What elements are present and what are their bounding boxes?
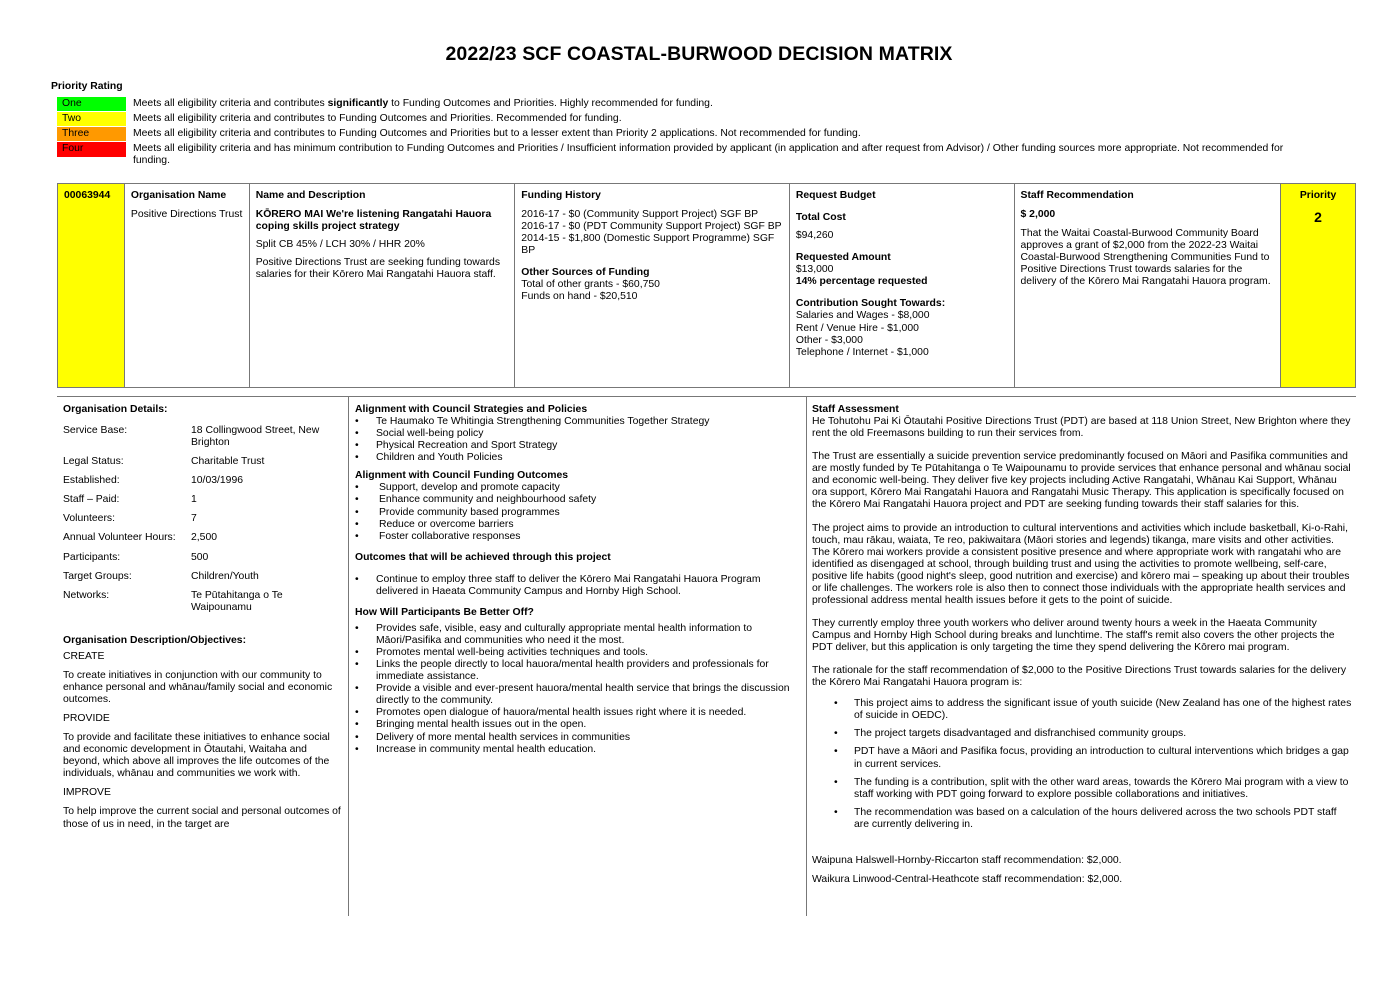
strategies-heading: Alignment with Council Strategies and Policies — [355, 404, 588, 415]
detail-key: Participants: — [63, 551, 121, 563]
name-description-cell — [250, 184, 516, 387]
priority-description: Meets all eligibility criteria and contributes to Funding Outcomes and Priorities but to a lesser extent than Priority 2 applications. Not recommended for funding. — [133, 128, 861, 139]
list-item: • The funding is a contribution, split with the other ward areas, towards the Kōrero Mai program with a view to staff working with PDT going forward to explore possible collaborations and initiatives. — [812, 777, 1352, 801]
detail-key: Service Base: — [63, 425, 128, 437]
list-item: • Links the people directly to local hauora/mental health providers and professionals for immediate assistance. — [355, 659, 800, 683]
objective-text: To help improve the current social and personal outcomes of those of us in need, in the target are — [63, 806, 341, 830]
alignment-column — [355, 404, 800, 756]
detail-key: Annual Volunteer Hours: — [63, 532, 176, 544]
staff-recommendation-amount: $ 2,000 — [1020, 209, 1056, 221]
list-item: • Provides safe, visible, easy and culturally appropriate mental health information to Māori/Pasifika and communities who need it the most. — [355, 623, 800, 647]
funding-outcomes-list — [355, 482, 800, 542]
assessment-paragraph: The Trust are essentially a suicide prevention service predominantly focused on Māori and Pasifika communities and are mostly funded by Te Pūtahitanga o Te Waipounamu to provide services that enhance personal and whānau social and economic well-being. They deliver five key projects including Active Rangatahi, Whānau Kai Support, Whānau ora support, Kōrero Mai Rangatahi Hauora and Rangatahi Music Therapy. This application is specifically focused on the Kōrero Mai Rangatahi Hauora project and PDT are seeking funding towards their staff salaries for this. — [812, 451, 1351, 511]
organisation-details-column — [63, 404, 343, 831]
priority-swatch-one: One — [57, 97, 126, 112]
staff-recommendation-text: That the Waitai Coastal-Burwood Community Board approves a grant of $2,000 from the 2022-23 Waitai Coastal-Burwood Strengthening Communities Fund to Positive Directions Trust towards salaries for the delivery of the Kōrero Mai Rangatahi Hauora program. — [1020, 228, 1271, 288]
priority-level-four — [57, 142, 1317, 167]
staff-recommendation-header: Staff Recommendation — [1020, 190, 1134, 201]
list-item: • Continue to employ three staff to deliver the Kōrero Mai Rangatahi Hauora Program delivered in Haeata Community Campus and Hornby High School. — [355, 574, 800, 598]
total-cost-label: Total Cost — [795, 212, 846, 224]
objective-label: PROVIDE — [63, 713, 110, 725]
list-item: • Provide a visible and ever-present hauora/mental health service that brings the discussion directly to the community. — [355, 683, 800, 707]
better-off-list — [355, 623, 800, 756]
priority-level-two — [57, 112, 1317, 127]
funding-split: Split CB 45% / LCH 30% / HHR 20% — [255, 239, 425, 251]
funding-history-item: 2016-17 - $0 (Community Support Project) SGF BP — [521, 209, 759, 221]
organisation-cell — [125, 184, 250, 387]
funding-history-item: 2016-17 - $0 (PDT Community Support Project) SGF BP — [521, 221, 782, 233]
detail-key: Established: — [63, 475, 120, 487]
priority-value: 2 — [1314, 209, 1322, 226]
objective-label: CREATE — [63, 650, 105, 662]
other-source-item: Total of other grants - $60,750 — [521, 279, 660, 291]
list-item: • Provide community based programmes — [355, 507, 800, 519]
column-divider — [348, 396, 349, 916]
detail-value: Children/Youth — [191, 570, 259, 582]
list-item: • The project targets disadvantaged and disfranchised community groups. — [812, 728, 1352, 740]
list-item: • Physical Recreation and Sport Strategy — [355, 440, 800, 452]
priority-description: Meets all eligibility criteria and has minimum contribution to Funding Outcomes and Priorities / Insufficient information provided by applicant (in application and after request from Advisor) / Other funding sources more appropriate. Not recommended for funding. — [133, 143, 1284, 167]
funding-history-cell — [515, 184, 790, 387]
contribution-item: Rent / Venue Hire - $1,000 — [795, 322, 919, 334]
priority-legend — [57, 97, 1317, 167]
page-title: 2022/23 SCF COASTAL-BURWOOD DECISION MATRIX — [445, 43, 953, 65]
priority-swatch-four: Four — [57, 142, 126, 158]
priority-header: Priority — [1299, 190, 1337, 201]
detail-value: 10/03/1996 — [191, 475, 244, 487]
detail-row — [63, 494, 343, 506]
achieve-list — [355, 574, 800, 598]
detail-row — [63, 475, 343, 487]
detail-value: 500 — [191, 551, 209, 563]
project-name: KŌRERO MAI We're listening Rangatahi Hauora coping skills project strategy — [255, 209, 492, 233]
strategies-list — [355, 416, 800, 464]
section-divider — [57, 396, 1356, 397]
staff-recommendation-cell — [1015, 184, 1282, 387]
detail-key: Networks: — [63, 589, 110, 601]
other-ward-recommendation: Waikura Linwood-Central-Heathcote staff recommendation: $2,000. — [812, 873, 1123, 885]
list-item: • Social well-being policy — [355, 428, 800, 440]
detail-row — [63, 552, 343, 564]
list-item: • PDT have a Māori and Pasifika focus, providing an introduction to cultural interventions which bridges a gap in current services. — [812, 746, 1352, 770]
organisation-name: Positive Directions Trust — [130, 209, 243, 221]
contribution-item: Telephone / Internet - $1,000 — [795, 346, 929, 358]
priority-description: Meets all eligibility criteria and contributes to Funding Outcomes and Priorities. Recommended for funding. — [133, 113, 622, 124]
priority-swatch-two: Two — [57, 112, 126, 127]
organisation-description-heading: Organisation Description/Objectives: — [63, 634, 247, 646]
list-item: • Promotes open dialogue of hauora/mental health issues right where it is needed. — [355, 707, 800, 719]
organisation-name-header: Organisation Name — [130, 190, 227, 201]
other-source-item: Funds on hand - $20,510 — [521, 291, 638, 303]
request-budget-header: Request Budget — [795, 190, 876, 201]
application-id: 00063944 — [64, 190, 111, 201]
list-item: • Reduce or overcome barriers — [355, 519, 800, 531]
list-item: • Bringing mental health issues out in the open. — [355, 719, 800, 731]
funding-history-header: Funding History — [521, 190, 601, 201]
detail-row — [63, 513, 343, 525]
list-item: • Foster collaborative responses — [355, 531, 800, 543]
other-sources-header: Other Sources of Funding — [521, 267, 650, 279]
application-id-cell — [58, 184, 125, 387]
priority-level-three — [57, 127, 1317, 142]
list-item: • Support, develop and promote capacity — [355, 482, 800, 494]
detail-value: 7 — [191, 513, 197, 525]
list-item: • The recommendation was based on a calculation of the hours delivered across the two schools PDT staff are currently delivering in. — [812, 807, 1352, 831]
objective-text: To provide and facilitate these initiatives to enhance social and economic development in Ōtautahi, Waitaha and beyond, which above all improves the life outcomes of the individuals, whānau and communities we work with. — [63, 732, 330, 780]
funding-outcomes-heading: Alignment with Council Funding Outcomes — [355, 470, 568, 482]
detail-row — [63, 456, 343, 468]
priority-level-one — [57, 97, 1317, 112]
detail-row — [63, 425, 343, 449]
list-item: • This project aims to address the significant issue of youth suicide (New Zealand has one of the highest rates of suicide in OEDC). — [812, 698, 1352, 722]
contribution-item: Salaries and Wages - $8,000 — [795, 310, 930, 322]
assessment-paragraph: He Tohutohu Pai Ki Ōtautahi Positive Directions Trust (PDT) are based at 118 Union Street, New Brighton where they rent the old Freemasons building to run their services from. — [812, 416, 1351, 440]
staff-assessment-column — [812, 404, 1352, 886]
list-item: • Children and Youth Policies — [355, 452, 800, 464]
detail-row — [63, 532, 343, 544]
rationale-list — [812, 698, 1352, 831]
contribution-label: Contribution Sought Towards: — [795, 298, 946, 310]
organisation-details-heading: Organisation Details: — [63, 404, 168, 415]
detail-key: Volunteers: — [63, 513, 115, 525]
name-description-header: Name and Description — [255, 190, 366, 201]
objective-label: IMPROVE — [63, 787, 111, 799]
requested-amount-label: Requested Amount — [795, 252, 891, 264]
priority-cell — [1281, 184, 1355, 387]
funding-history-item: 2014-15 - $1,800 (Domestic Support Programme) SGF BP — [521, 233, 775, 257]
detail-value: Te Pūtahitanga o Te Waipounamu — [191, 589, 283, 613]
better-off-heading: How Will Participants Be Better Off? — [355, 606, 534, 618]
detail-value: 18 Collingwood Street, New Brighton — [191, 425, 320, 449]
assessment-paragraph: They currently employ three youth workers who deliver around twenty hours a week in the Haeata Community Campus and Hornby High School during breaks and lunchtime. The staff's remit also covers the other projects the PDT deliver, but this application is only targeting the time they spend delivering the Kōrero mai program. — [812, 617, 1335, 654]
staff-assessment-heading: Staff Assessment — [812, 404, 899, 415]
contribution-item: Other - $3,000 — [795, 334, 863, 346]
priority-rating-heading: Priority Rating — [51, 81, 123, 92]
assessment-paragraph: The rationale for the staff recommendation of $2,000 to the Positive Directions Trust towards salaries for the delivery the Kōrero Mai Rangatahi Hauora program is: — [812, 665, 1347, 689]
total-cost-value: $94,260 — [795, 230, 834, 242]
list-item: • Promotes mental well-being activities techniques and tools. — [355, 647, 800, 659]
percentage-requested: 14% percentage requested — [795, 276, 928, 288]
assessment-paragraph: The project aims to provide an introduction to cultural interventions and activities which include basketball, Ki-o-Rahi, touch, mau rākau, waiata, Te reo, pakiwaitara (Māori stories and legends) tikanga, mare visits and other activities. The Kōrero mai workers provide a consistent positive presence and where appropriate work with rangatahi who are identified as disengaged at school, through building trust and using the activities to promote wellbeing, self-care, positive life habits (good night's sleep, good nutrition and exercise) and kōrero mai – speaking up about their troubles or life challenges. The workers role is also then to connect those individuals with the appropriate health services and professional address mental health issues before it gets to the point of suicide. — [812, 522, 1350, 606]
detail-value: 2,500 — [191, 532, 218, 544]
detail-value: 1 — [191, 494, 197, 506]
detail-key: Staff – Paid: — [63, 494, 120, 506]
priority-swatch-three: Three — [57, 127, 126, 142]
detail-key: Target Groups: — [63, 570, 132, 582]
priority-description: Meets all eligibility criteria and contributes significantly to Funding Outcomes and Priorities. Highly recommended for funding. — [133, 98, 713, 109]
list-item: • Delivery of more mental health services in communities — [355, 732, 800, 744]
achieve-heading: Outcomes that will be achieved through this project — [355, 551, 611, 563]
list-item: • Te Haumako Te Whitingia Strengthening Communities Together Strategy — [355, 416, 800, 428]
detail-key: Legal Status: — [63, 456, 124, 468]
requested-amount-value: $13,000 — [795, 264, 834, 276]
detail-row — [63, 571, 343, 583]
list-item: • Enhance community and neighbourhood safety — [355, 494, 800, 506]
column-divider — [806, 396, 807, 916]
project-description: Positive Directions Trust are seeking funding towards salaries for their Kōrero Mai Rangatahi Hauora staff. — [255, 257, 501, 281]
detail-row — [63, 590, 343, 614]
request-budget-cell — [790, 184, 1015, 387]
other-ward-recommendation: Waipuna Halswell-Hornby-Riccarton staff recommendation: $2,000. — [812, 854, 1122, 866]
objective-text: To create initiatives in conjunction with our community to enhance personal and whānau/family social and economic outcomes. — [63, 669, 333, 705]
detail-value: Charitable Trust — [191, 456, 265, 468]
list-item: • Increase in community mental health education. — [355, 744, 800, 756]
application-summary-table — [57, 183, 1356, 388]
